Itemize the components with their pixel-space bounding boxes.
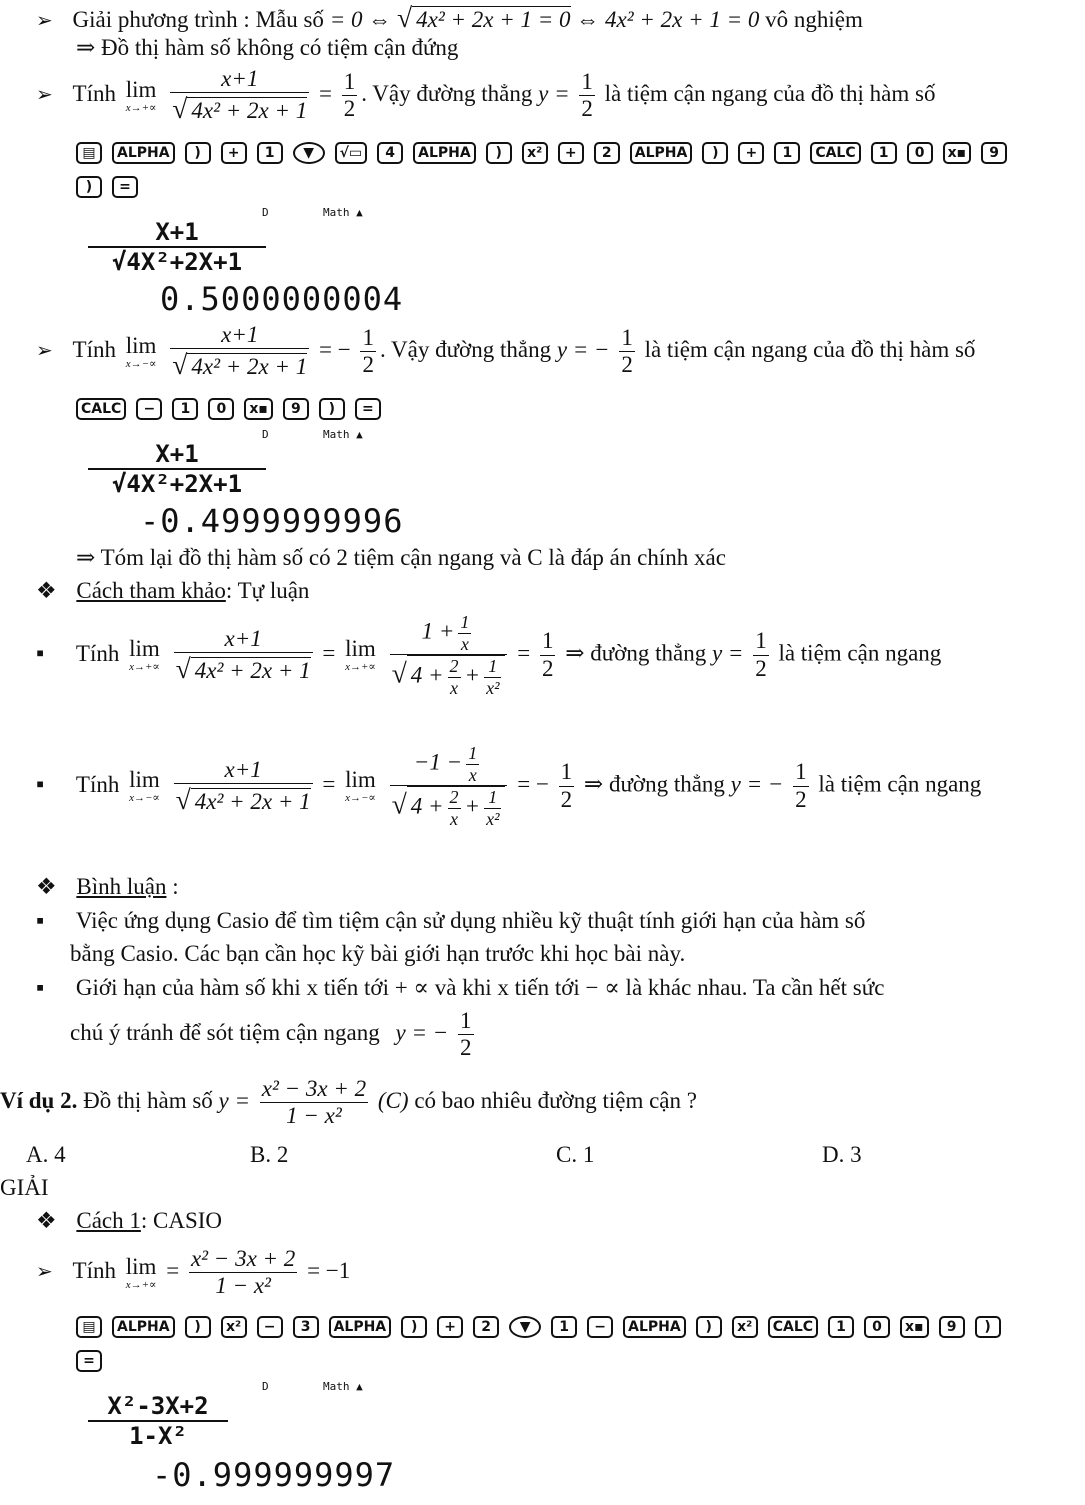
calculator-key: ▤ xyxy=(76,142,102,164)
comment-1: ▪ Việc ứng dụng Casio để tìm tiệm cận sử dụng nhiều kỹ thuật tính giới hạn của hàm số xyxy=(36,908,866,933)
calculator-key: x▪ xyxy=(943,142,972,164)
calculator-key: CALC xyxy=(768,1316,818,1338)
calculator-key: ▼ xyxy=(293,142,325,164)
calculator-key: − xyxy=(257,1316,283,1338)
answer-c[interactable]: C. 1 xyxy=(556,1142,595,1167)
calculator-key: ) xyxy=(185,142,211,164)
calculator-key: 2 xyxy=(594,142,620,164)
calculator-key: 9 xyxy=(939,1316,965,1338)
comment-heading: ❖ Bình luận : xyxy=(36,874,179,899)
calculator-key: CALC xyxy=(810,142,860,164)
square-bullet-icon: ▪ xyxy=(36,771,45,797)
calculator-key: 0 xyxy=(907,142,933,164)
calculator-key: 2 xyxy=(473,1316,499,1338)
calculator-key: x▪ xyxy=(244,398,273,420)
line-solve-denominator: ➢ Giải phương trình : Mẫu số = 0 ⇔ √ 4x² + 2x + 1 = 0 ⇔ 4x² + 2x + 1 = 0 vô nghiệm xyxy=(36,2,863,33)
calculator-key: CALC xyxy=(76,398,126,420)
calculator-key: ▼ xyxy=(509,1316,541,1338)
calculator-key: 1 xyxy=(257,142,283,164)
calculator-key: = xyxy=(76,1350,102,1372)
method-1-heading: ❖ Cách 1: CASIO xyxy=(36,1208,223,1233)
result-value: -0.4999999996 xyxy=(140,502,404,540)
calculator-key: ) xyxy=(696,1316,722,1338)
calculator-key: ALPHA xyxy=(329,1316,392,1338)
arrow-bullet-icon: ➢ xyxy=(36,339,53,362)
result-value: -0.999999997 xyxy=(152,1456,396,1494)
calculator-key: ) xyxy=(319,398,345,420)
calculator-screen-2: D Math ▲ X+1 √4X²+2X+1 -0.4999999996 xyxy=(80,422,400,542)
square-bullet-icon: ▪ xyxy=(36,640,45,666)
reference-method-heading: ❖ Cách tham khảo: Tự luận xyxy=(36,578,310,603)
manual-limit-plus: ▪ Tính lim x→+∝ $\frac{x+1}{\text{√ 4x² + 2x + 1}}$ = lim x→+∝ 1 + $\frac{1}{x}$ √ 4 + $\frac{2}{x}$ + $\frac{1}{\text{x²}}$ = $\frac{1}{2}$ ⇒ đường thẳng y = $\frac{1}{2}$ là tiệm cận ngang xyxy=(36,612,942,699)
comment-1-cont: bằng Casio. Các bạn cần học kỹ bài giới hạn trước khi học bài này. xyxy=(70,941,686,966)
answer-b[interactable]: B. 2 xyxy=(250,1142,289,1167)
calculator-key: + xyxy=(558,142,584,164)
arrow-bullet-icon: ➢ xyxy=(36,1261,53,1284)
comment-2: ▪ Giới hạn của hàm số khi x tiến tới + ∝ và khi x tiến tới − ∝ là khác nhau. Ta cần hết sức xyxy=(36,975,885,1000)
no-vertical-asymptote-line: ⇒ Đồ thị hàm số không có tiệm cận đứng xyxy=(76,35,459,60)
calculator-screen-3: D Math ▲ X²-3X+2 1-X² -0.999999997 xyxy=(80,1374,400,1499)
calculator-key: 1 xyxy=(828,1316,854,1338)
calculator-keystrokes-2 xyxy=(76,398,381,420)
limit-example-2: ➢ Tính lim x→+∝ = $\frac{\text{x² − 3x + 2}}{\text{1 − x²}}$ = −1 xyxy=(36,1246,351,1299)
calculator-key: 0 xyxy=(208,398,234,420)
calculator-key: ) xyxy=(401,1316,427,1338)
calculator-key: − xyxy=(587,1316,613,1338)
deg-indicator: D xyxy=(262,1380,269,1393)
sqrt-icon: √ xyxy=(396,2,413,33)
calculator-key: 4 xyxy=(377,142,403,164)
diamond-bullet-icon: ❖ xyxy=(36,578,57,603)
calculator-key: ) xyxy=(185,1316,211,1338)
calculator-key: 1 xyxy=(774,142,800,164)
answer-d[interactable]: D. 3 xyxy=(822,1142,862,1167)
arrow-bullet-icon: ➢ xyxy=(36,83,53,106)
limit-plus-infinity: ➢ Tính lim x→+∝ $\frac{x+1}{\text{√ 4x² + 2x + 1}}$ = $\frac{1}{2}$ . Vậy đường thẳng y = $\frac{1}{2}$ là tiệm cận ngang của đồ thị hàm số xyxy=(36,66,936,125)
deg-indicator: D xyxy=(262,428,269,441)
calculator-key: x² xyxy=(522,142,548,164)
calculator-key: = xyxy=(112,176,138,198)
square-bullet-icon: ▪ xyxy=(36,975,45,1000)
calculator-key: x² xyxy=(221,1316,247,1338)
comment-2-cont: chú ý tránh để sót tiệm cận ngang y = − $\frac{1}{2}$ xyxy=(70,1008,472,1061)
math-mode-indicator: Math ▲ xyxy=(323,206,363,219)
calculator-key: 1 xyxy=(172,398,198,420)
calculator-key: + xyxy=(738,142,764,164)
calculator-key: + xyxy=(437,1316,463,1338)
manual-limit-minus: ▪ Tính lim x→−∝ $\frac{x+1}{\text{√ 4x² + 2x + 1}}$ = lim x→−∝ −1 − $\frac{1}{x}$ √ 4 + $\frac{2}{x}$ + $\frac{1}{\text{x²}}$ = − $\frac{1}{2}$ ⇒ đường thẳng y = − $\frac{1}{2}$ là tiệm cận ngang xyxy=(36,743,982,830)
calculator-key: ) xyxy=(486,142,512,164)
calculator-key: ALPHA xyxy=(413,142,476,164)
calculator-key: x² xyxy=(732,1316,758,1338)
calculator-key: 1 xyxy=(871,142,897,164)
calculator-key: 1 xyxy=(551,1316,577,1338)
calculator-key: ALPHA xyxy=(630,142,693,164)
calculator-key: ALPHA xyxy=(112,1316,175,1338)
calculator-key: 3 xyxy=(293,1316,319,1338)
calculator-key: − xyxy=(136,398,162,420)
answer-a[interactable]: A. 4 xyxy=(26,1142,66,1167)
calculator-keystrokes-1b xyxy=(76,176,138,198)
calculator-key: ) xyxy=(975,1316,1001,1338)
calculator-key: 0 xyxy=(864,1316,890,1338)
calculator-key: 9 xyxy=(283,398,309,420)
calculator-keystrokes-1 xyxy=(76,142,1066,164)
solution-heading: GIẢI xyxy=(0,1175,49,1200)
result-value: 0.5000000004 xyxy=(160,280,404,318)
calculator-key: 9 xyxy=(981,142,1007,164)
calculator-key: ) xyxy=(76,176,102,198)
example-2-question: Ví dụ 2. Đồ thị hàm số y = $\frac{\text{x² − 3x + 2}}{\text{1 − x²}}$ (C) có bao nhiêu đường tiệm cận ? xyxy=(0,1076,697,1129)
diamond-bullet-icon: ❖ xyxy=(36,874,57,899)
summary-line: ⇒ Tóm lại đồ thị hàm số có 2 tiệm cận ngang và C là đáp án chính xác xyxy=(76,545,726,570)
diamond-bullet-icon: ❖ xyxy=(36,1208,57,1233)
deg-indicator: D xyxy=(262,206,269,219)
arrow-bullet-icon: ➢ xyxy=(36,10,53,32)
calculator-key: ALPHA xyxy=(623,1316,686,1338)
math-mode-indicator: Math ▲ xyxy=(323,428,363,441)
calculator-key: ALPHA xyxy=(112,142,175,164)
calculator-key: = xyxy=(355,398,381,420)
limit-minus-infinity: ➢ Tính lim x→−∝ $\frac{x+1}{\text{√ 4x² + 2x + 1}}$ = − $\frac{1}{2}$ . Vậy đường thẳng y = − $\frac{1}{2}$ là tiệm cận ngang của đồ thị hàm số xyxy=(36,322,976,381)
calculator-key: x▪ xyxy=(900,1316,929,1338)
calculator-key: + xyxy=(221,142,247,164)
calculator-screen-1: D Math ▲ X+1 √4X²+2X+1 0.5000000004 xyxy=(80,200,400,320)
calculator-keystrokes-3 xyxy=(76,1316,1066,1338)
calculator-key: √▭ xyxy=(335,142,368,164)
square-bullet-icon: ▪ xyxy=(36,908,45,933)
math-mode-indicator: Math ▲ xyxy=(323,1380,363,1393)
calculator-key: ) xyxy=(702,142,728,164)
calculator-key: ▤ xyxy=(76,1316,102,1338)
calculator-keystrokes-3b xyxy=(76,1350,102,1372)
